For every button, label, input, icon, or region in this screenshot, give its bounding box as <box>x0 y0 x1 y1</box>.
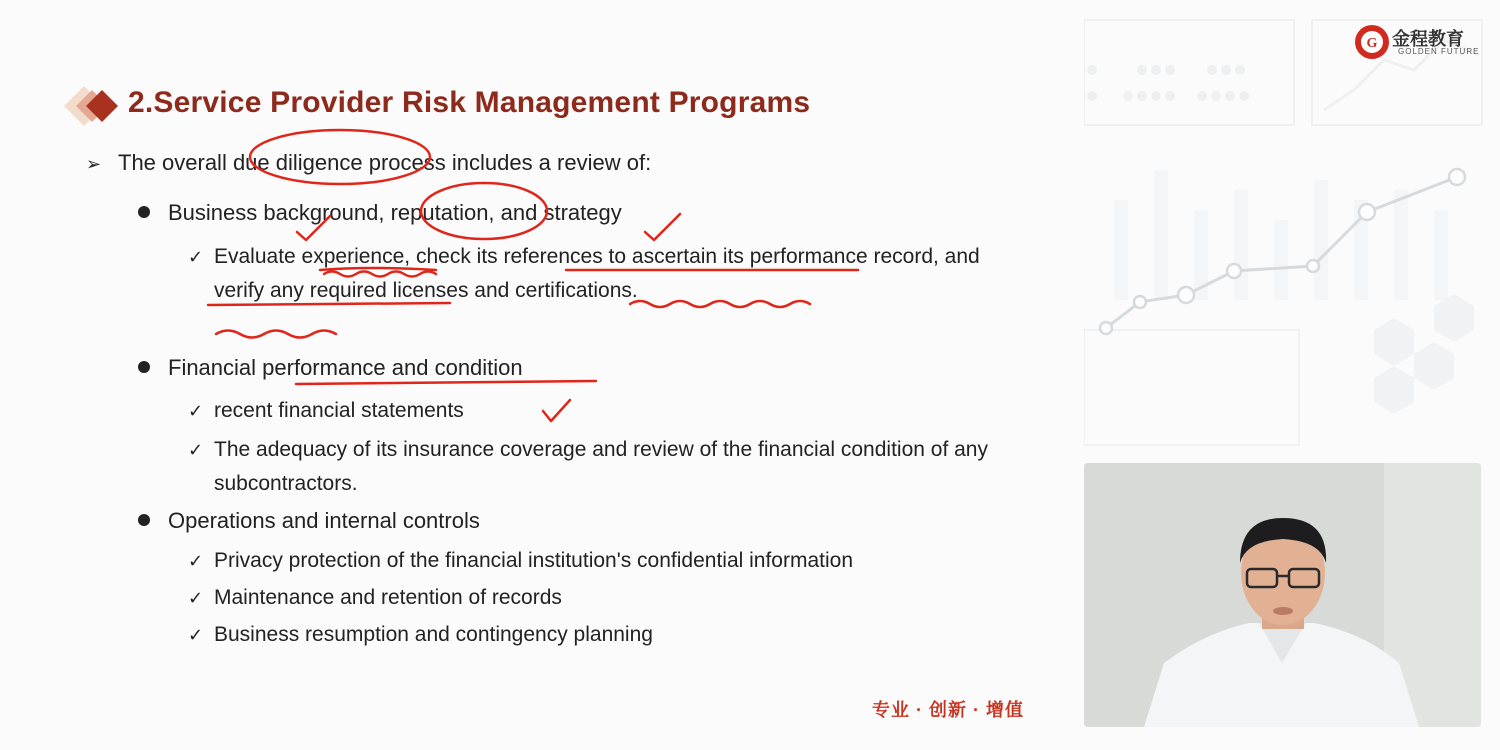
diamond-decoration-icon <box>46 84 124 128</box>
bullet-text: Operations and internal controls <box>168 508 480 533</box>
check-icon: ✓ <box>188 588 204 608</box>
bullet-business-background <box>138 200 622 226</box>
dot-bullet-icon <box>138 361 150 373</box>
webcam-feed <box>1084 463 1481 727</box>
check-icon: ✓ <box>188 551 204 571</box>
check-icon: ✓ <box>188 247 204 267</box>
sub-item-text: Evaluate experience, check its references to ascertain its performance record, and verify any required licenses and certifications. <box>214 245 980 302</box>
sub-item-text: Business resumption and contingency planning <box>214 623 653 646</box>
check-icon: ✓ <box>188 625 204 645</box>
sub-item <box>188 618 988 652</box>
sub-item-text: Privacy protection of the financial institution's confidential information <box>214 549 854 572</box>
sub-item <box>188 544 988 578</box>
brand-name-en: GOLDEN FUTURE <box>1398 47 1480 56</box>
sub-item <box>188 394 988 428</box>
brand-seal-icon <box>1354 24 1390 60</box>
arrow-bullet-icon: ➢ <box>86 154 102 174</box>
sub-item <box>188 433 988 501</box>
sub-item-text: recent financial statements <box>214 399 464 422</box>
svg-text:G: G <box>1366 36 1378 51</box>
main-point <box>86 150 651 176</box>
sub-item <box>188 581 988 615</box>
bullet-financial-performance <box>138 355 523 381</box>
sub-item-text: The adequacy of its insurance coverage and review of the financial condition of any subcontractors. <box>214 438 988 495</box>
check-icon: ✓ <box>188 401 204 421</box>
check-icon: ✓ <box>188 440 204 460</box>
bullet-text: Financial performance and condition <box>168 355 523 380</box>
slide-title: 2.Service Provider Risk Management Programs <box>128 86 811 119</box>
sub-item <box>188 240 988 308</box>
dot-bullet-icon <box>138 206 150 218</box>
bullet-text: Business background, reputation, and strategy <box>168 200 622 225</box>
brand-name-cn: 金程教育 <box>1392 29 1464 49</box>
dot-bullet-icon <box>138 514 150 526</box>
main-point-text: The overall due diligence process includes a review of: <box>118 150 652 175</box>
presenter-video-frame <box>1084 463 1481 727</box>
sub-item-text: Maintenance and retention of records <box>214 586 562 609</box>
bullet-operations <box>138 508 480 534</box>
background-infographic <box>1084 0 1484 460</box>
brand-logo <box>1354 24 1484 64</box>
slide-footer-slogan: 专业 · 创新 · 增值 <box>872 700 1024 720</box>
